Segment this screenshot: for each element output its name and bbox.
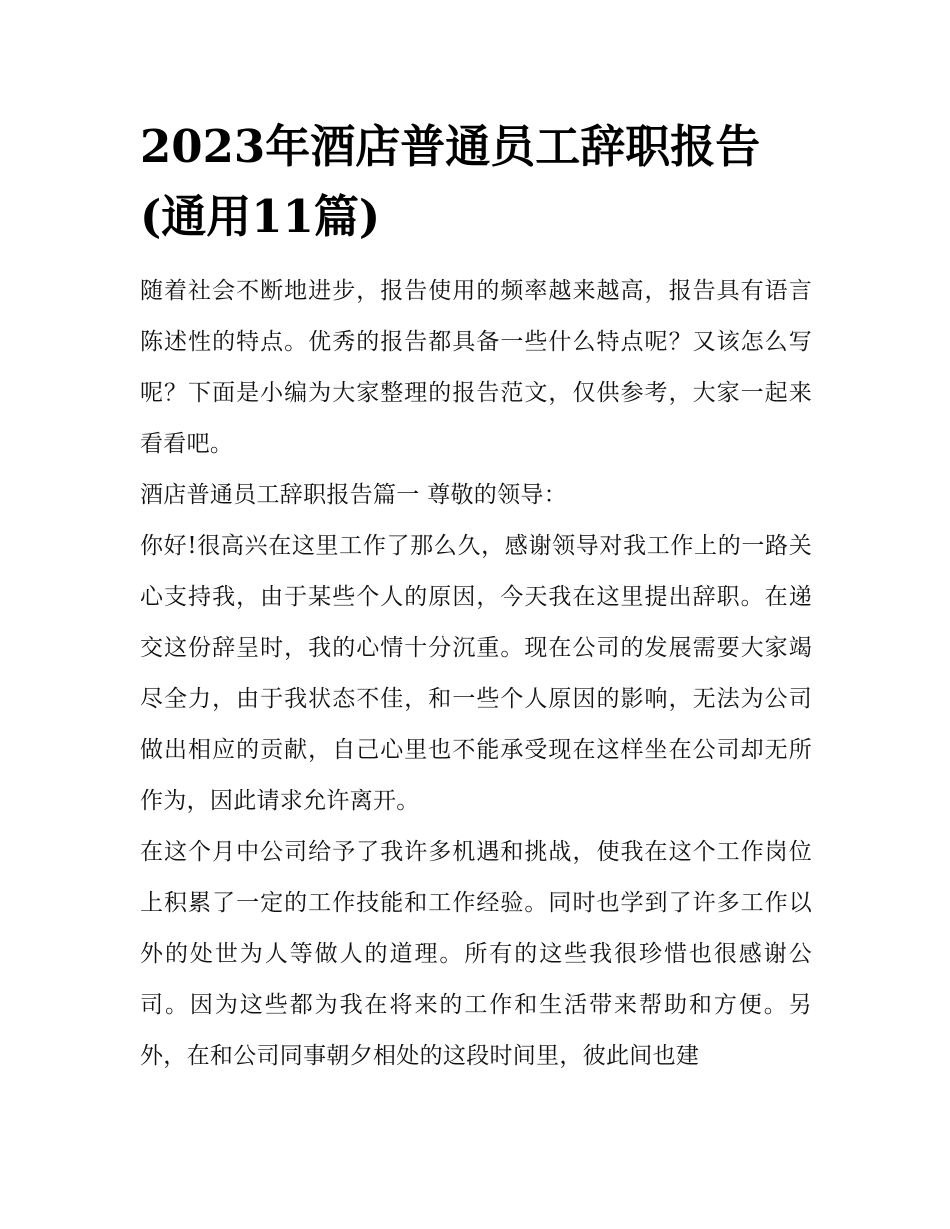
body-paragraph: 在这个月中公司给予了我许多机遇和挑战，使我在这个工作岗位上积累了一定的工作技能和工作经验。同时也学到了许多工作以外的处世为人等做人的道理。所有的这些我很珍惜也很感谢公司。因为这些都为我在将来的工作和生活带来帮助和方便。另外，在和公司同事朝夕相处的这段时间里，彼此间也建 [140, 839, 812, 1069]
intro-paragraph: 随着社会不断地进步，报告使用的频率越来越高，报告具有语言陈述性的特点。优秀的报告都具备一些什么特点呢？又该怎么写呢？下面是小编为大家整理的报告范文，仅供参考，大家一起来看看吧。 [140, 278, 812, 457]
document-title: 2023年酒店普通员工辞职报告(通用11篇) [140, 120, 761, 243]
section-heading-paragraph: 酒店普通员工辞职报告篇一 尊敬的领导： [140, 482, 568, 508]
body-paragraph: 你好!很高兴在这里工作了那么久，感谢领导对我工作上的一路关心支持我，由于某些个人的原因，今天我在这里提出辞职。在递交这份辞呈时，我的心情十分沉重。现在公司的发展需要大家竭尽全力，由于我状态不佳，和一些个人原因的影响，无法为公司做出相应的贡献，自己心里也不能承受现在这样坐在公司却无所作为，因此请求允许离开。 [140, 533, 812, 814]
document-page [140, 112, 812, 1082]
